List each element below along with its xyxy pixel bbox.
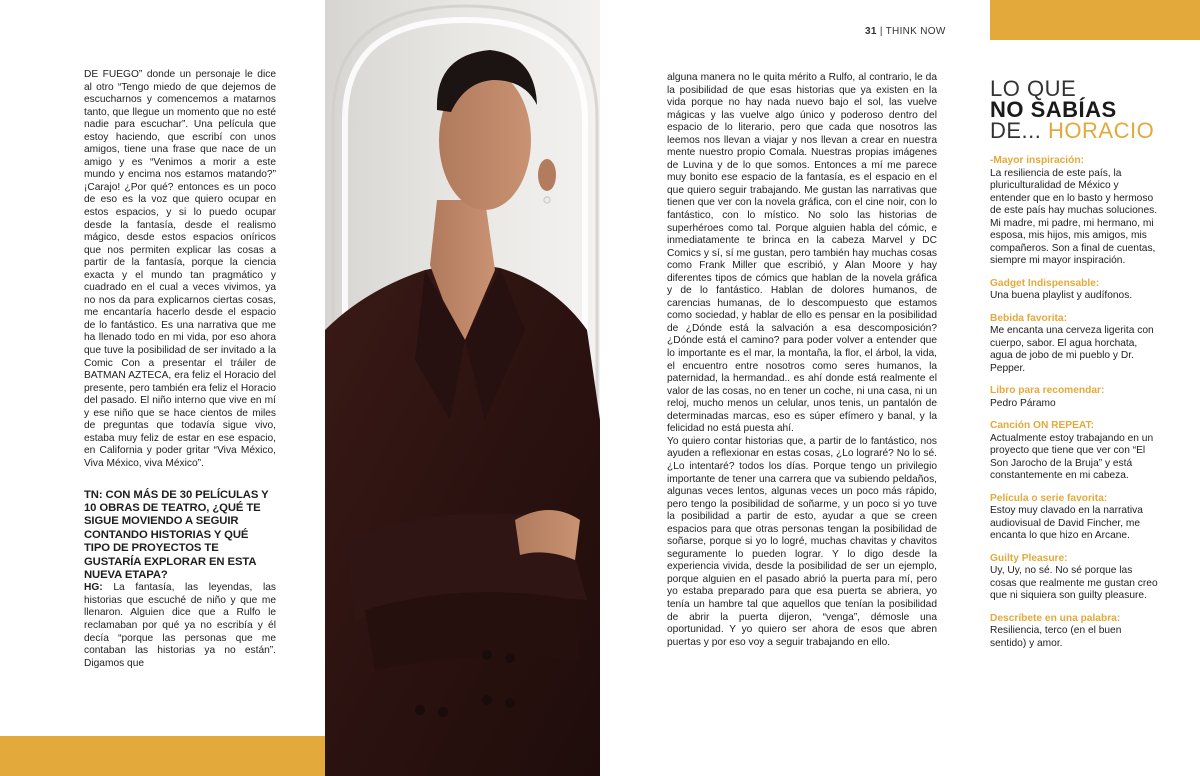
fact-item <box>990 155 1160 268</box>
fact-item <box>990 553 1160 603</box>
interview-answer <box>84 582 276 670</box>
answer-label: HG: <box>84 582 103 594</box>
fact-label: Libro para recomendar: <box>990 385 1105 396</box>
fact-label: Película o serie favorita: <box>990 492 1108 504</box>
fact-label: Gadget Indispensable: <box>990 277 1100 289</box>
answer-text: La fantasía, las leyendas, las historias que escuché de niño y que me llenaron. Alguien dice que a Rulfo le reclamaban por qué ya no escribía y él decía “porque las personas que me contaban las historias ya no están”. Digamos que <box>84 582 276 669</box>
fact-label: Canción ON REPEAT: <box>990 420 1094 431</box>
fact-item <box>990 420 1160 483</box>
fact-text: Uy, Uy, no sé. No sé porque las cosas que realmente me gustan creo que ni siquiera son guilty pleasure. <box>990 565 1158 601</box>
portrait-illustration <box>325 0 600 776</box>
page-number: 31 <box>865 26 877 37</box>
fact-text: Estoy muy clavado en la narrativa audiovisual de David Fincher, me encanta lo que hizo en Arcane. <box>990 505 1143 541</box>
accent-bar-top-right <box>990 0 1200 40</box>
page-header <box>865 26 946 37</box>
sidebar-title-line1: LO QUE <box>990 76 1077 101</box>
fact-text: Me encanta una cerveza ligerita con cuerpo, sabor. El agua horchata, agua de jobo de mi pueblo y Dr. Pepper. <box>990 325 1154 374</box>
fact-text: Pedro Páramo <box>990 397 1056 409</box>
fact-text: Una buena playlist y audífonos. <box>990 290 1133 301</box>
fact-item <box>990 493 1160 543</box>
body-paragraph: alguna manera no le quita mérito a Rulfo, al contrario, le da la posibilidad de que esas historias que ya existen en la vida porque no hay nada nuevo bajo el sol, las vuelve mágicas y las vuelve algo único y poderoso dentro del espacio de lo literario, pero que cada que nosotros las leemos nos llevan a viajar y nos llevan a crear en nuestra mente nuestro propio Comala. Nuestras propias imágenes de Luvina y de lo que somos. Entonces a mí me parece muy bonito ese espacio de la fantasía, es el espacio en el que quiero seguir trabajando. Me gustan las narrativas que tienen que ver con la novela gráfica, con el cine noir, con lo fantástico, con lo místico. No solo las historias de superhéroes como tal. Porque alguien habla del cómic, e inmediatamente te brinca en la cabeza Marvel y DC Comics y sí, sí me gustan, pero también hay muchas cosas como Frank Miller que escribió, y Alan Moore y hay diferentes tipos de cómics que hablan de la novela gráfica y de lo fantástico. Hablan de dolores humanos, de carencias humanas, de lo descompuesto que estamos como sociedad, y hablar de ello es pensar en la posibilidad de ¿Dónde está la salvación a esa descomposición? ¿Dónde está el camino? para poder volver a entender que lo importante es el mar, la montaña, la flor, el árbol, la vida, el encuentro entre nosotros como seres humanos, la paternidad, la hermandad.. es ahí donde está realmente el valor de las cosas, no en tener un coche, ni una casa, ni un reloj, mucho menos un celular, unos tenis, un pantalón de determinadas marcas, eso es súper efímero y banal, y la felicidad no está puesta ahí. <box>667 72 937 435</box>
body-paragraph: DE FUEGO” donde un personaje le dice al otro “Tengo miedo de que dejemos de escucharnos y comencemos a matarnos tanto, que llegue un momento que no esté nadie para escuchar”. Una película que estoy haciendo, que escribí con unos amigos, tiene una frase que nace de un amigo y es “Venimos a morir a este mundo y encima nos estamos matando?” ¡Carajo! ¿Por qué? entonces es un poco de eso es la voz que quiero ocupar en estos espacios, y si lo puedo ocupar desde la fantasía, desde el realismo mágico, desde estos espacios oníricos que nos permiten explicar las cosas a partir de la fantasía, porque la ciencia exacta y el mundo tan pragmático y cuadrado en el cual a veces vivimos, ya no nos da para explicarnos ciertas cosas, me encantaría hacerlo desde el espacio de lo fantástico. Es una narrativa que me ha llenado todo en mi vida, por eso ahora que tuve la posibilidad de ser invitado a la Comic Con a presentar el tráiler de BATMAN AZTECA, era feliz el Horacio del presente, pero también era feliz el Horacio del pasado. El niño interno que vive en mí y ese niño que se hace cientos de miles de preguntas que todavía sigue vivo, estaba muy feliz de estar en ese espacio, en California y poder gritar “Viva México, Viva México, viva México”. <box>84 69 276 469</box>
section-name: THINK NOW <box>885 26 946 37</box>
header-separator: | <box>879 26 883 37</box>
sidebar-title-name: HORACIO <box>1048 118 1155 143</box>
fact-label: Bebida favorita: <box>990 312 1067 324</box>
fact-item <box>990 313 1160 376</box>
fact-text: Resiliencia, terco (en el buen sentido) y amor. <box>990 625 1122 649</box>
fact-label: -Mayor inspiración: <box>990 155 1084 166</box>
sidebar-title-line2: NO SABÍAS <box>990 97 1117 122</box>
fact-item <box>990 385 1160 410</box>
facts-sidebar <box>990 78 1160 660</box>
fact-label: Guilty Pleasure: <box>990 552 1068 564</box>
sidebar-title-prefix: DE... <box>990 118 1042 143</box>
accent-bar-bottom-left <box>0 736 325 776</box>
middle-text-column <box>667 72 937 649</box>
sidebar-title <box>990 78 1160 141</box>
fact-item <box>990 613 1160 651</box>
left-text-column <box>84 69 276 670</box>
fact-item <box>990 278 1160 303</box>
fact-text: Actualmente estoy trabajando en un proyecto que tiene que ver con “El Son Jarocho de la Bruja” y está constantemente en mi cabeza. <box>990 432 1154 481</box>
body-paragraph: Yo quiero contar historias que, a partir de lo fantástico, nos ayuden a reflexionar en estas cosas, ¿Lo lograré? No lo sé. ¿Lo intentaré? todos los días. Porque tengo un privilegio importante de tener una carrera que va subiendo peldaños, algunas veces lentos, algunas veces un poco más rápido, pero tengo la posibilidad de soñarme, y un poco si yo tuve la posibilidad a partir de esto, ayudar a que se creen espacios para que otras personas tengan la posibilidad de soñarse, porque si yo lo logré, muchas chavitas y chavitos seguramente lo pueden lograr. Y lo digo desde la experiencia vivida, desde la posibilidad de ser un ejemplo, porque alguien en el pasado abrió la puerta para mí, pero yo estaba preparado para que esa puerta se abriera, yo tenía un hambre tal que aquellos que tenían la posibilidad de abrir la puerta dijeron, “venga”, démosle una oportunidad. Y yo quiero ser ahora de esos que abren puertas y por eso voy a seguir trabajando en ello. <box>667 435 937 648</box>
fact-label: Descríbete en una palabra: <box>990 612 1121 624</box>
portrait-photo <box>325 0 600 776</box>
interview-question: TN: CON MÁS DE 30 PELÍCULAS Y 10 OBRAS DE TEATRO, ¿QUÉ TE SIGUE MOVIENDO A SEGUIR CONTANDO HISTORIAS Y QUÉ TIPO DE PROYECTOS TE GUSTARÍA EXPLORAR EN ESTA NUEVA ETAPA? <box>84 488 269 581</box>
fact-text: La resiliencia de este país, la pluriculturalidad de México y entender que en lo basto y hermoso de este país hay muchas soluciones. Mi madre, mi padre, mi hermano, mi esposa, mis hijos, mis amigos, mis compañeros. Son a final de cuentas, siempre mi mayor inspiración. <box>990 167 1158 266</box>
